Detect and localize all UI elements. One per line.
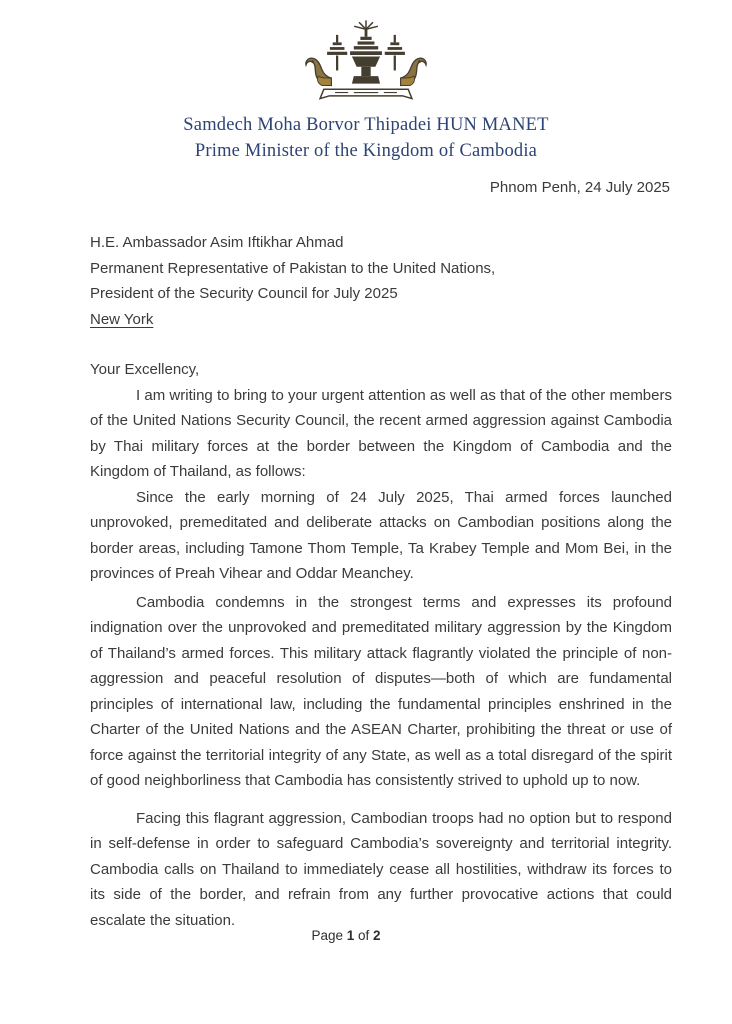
- footer-total-pages: 2: [373, 928, 381, 943]
- footer-page-label: Page: [311, 928, 343, 943]
- paragraph-1: I am writing to bring to your urgent attention as well as that of the other members of the United Nations Security Council, the recent armed aggression against Cambodia by Thai military forces at the border between the Kingdom of Cambodia and the Kingdom of Thailand, as follows:: [90, 386, 672, 480]
- royal-arms-icon: [291, 18, 441, 108]
- paragraph-3: Cambodia condemns in the strongest terms and expresses its profound indignation over the unprovoked and premeditated military aggression by the Kingdom of Thailand’s armed forces. This military attack flagrantly violated the principle of non-aggression and peaceful resolution of disputes—both of which are fundamental principles of international law, including the fundamental principles enshrined in the Charter of the United Nations and the ASEAN Charter, prohibiting the threat or use of force against the territorial integrity of any State, as well as a total disregard of the spirit of good neighborliness that Cambodia has consistently strived to uphold up to now.: [90, 593, 672, 789]
- recipient-block: [0, 230, 732, 332]
- dateline: Phnom Penh, 24 July 2025: [489, 179, 670, 196]
- letterhead-title: Prime Minister of the Kingdom of Cambodia: [194, 141, 538, 161]
- recipient-name: H.E. Ambassador Asim Iftikhar Ahmad: [90, 234, 344, 251]
- page-footer: [0, 928, 692, 943]
- letter-body: [0, 357, 732, 933]
- letterhead-name: Samdech Moha Borvor Thipadei HUN MANET: [183, 115, 549, 135]
- footer-of-label: of: [358, 928, 370, 943]
- royal-arms-emblem: [291, 18, 441, 108]
- paragraph-4: Facing this flagrant aggression, Cambodian troops had no option but to respond in self-defense in order to safeguard Cambodia’s sovereignty and territorial integrity. Cambodia calls on Thailand to immediately cease all hostilities, withdraw its forces to its side of the border, and refrain from any further provocative actions that could escalate the situation.: [90, 809, 672, 929]
- recipient-role-2: President of the Security Council for July 2025: [90, 285, 398, 302]
- paragraph-2: Since the early morning of 24 July 2025, Thai armed forces launched unprovoked, premeditated and deliberate attacks on Cambodian positions along the border areas, including Tamone Thom Temple, Ta Krabey Temple and Mom Bei, in the provinces of Preah Vihear and Oddar Meanchey.: [90, 488, 672, 582]
- letterhead: [0, 112, 732, 164]
- footer-current-page: 1: [346, 928, 355, 943]
- recipient-city: New York: [90, 310, 154, 328]
- recipient-role-1: Permanent Representative of Pakistan to the United Nations,: [90, 259, 496, 277]
- salutation: Your Excellency,: [90, 361, 200, 378]
